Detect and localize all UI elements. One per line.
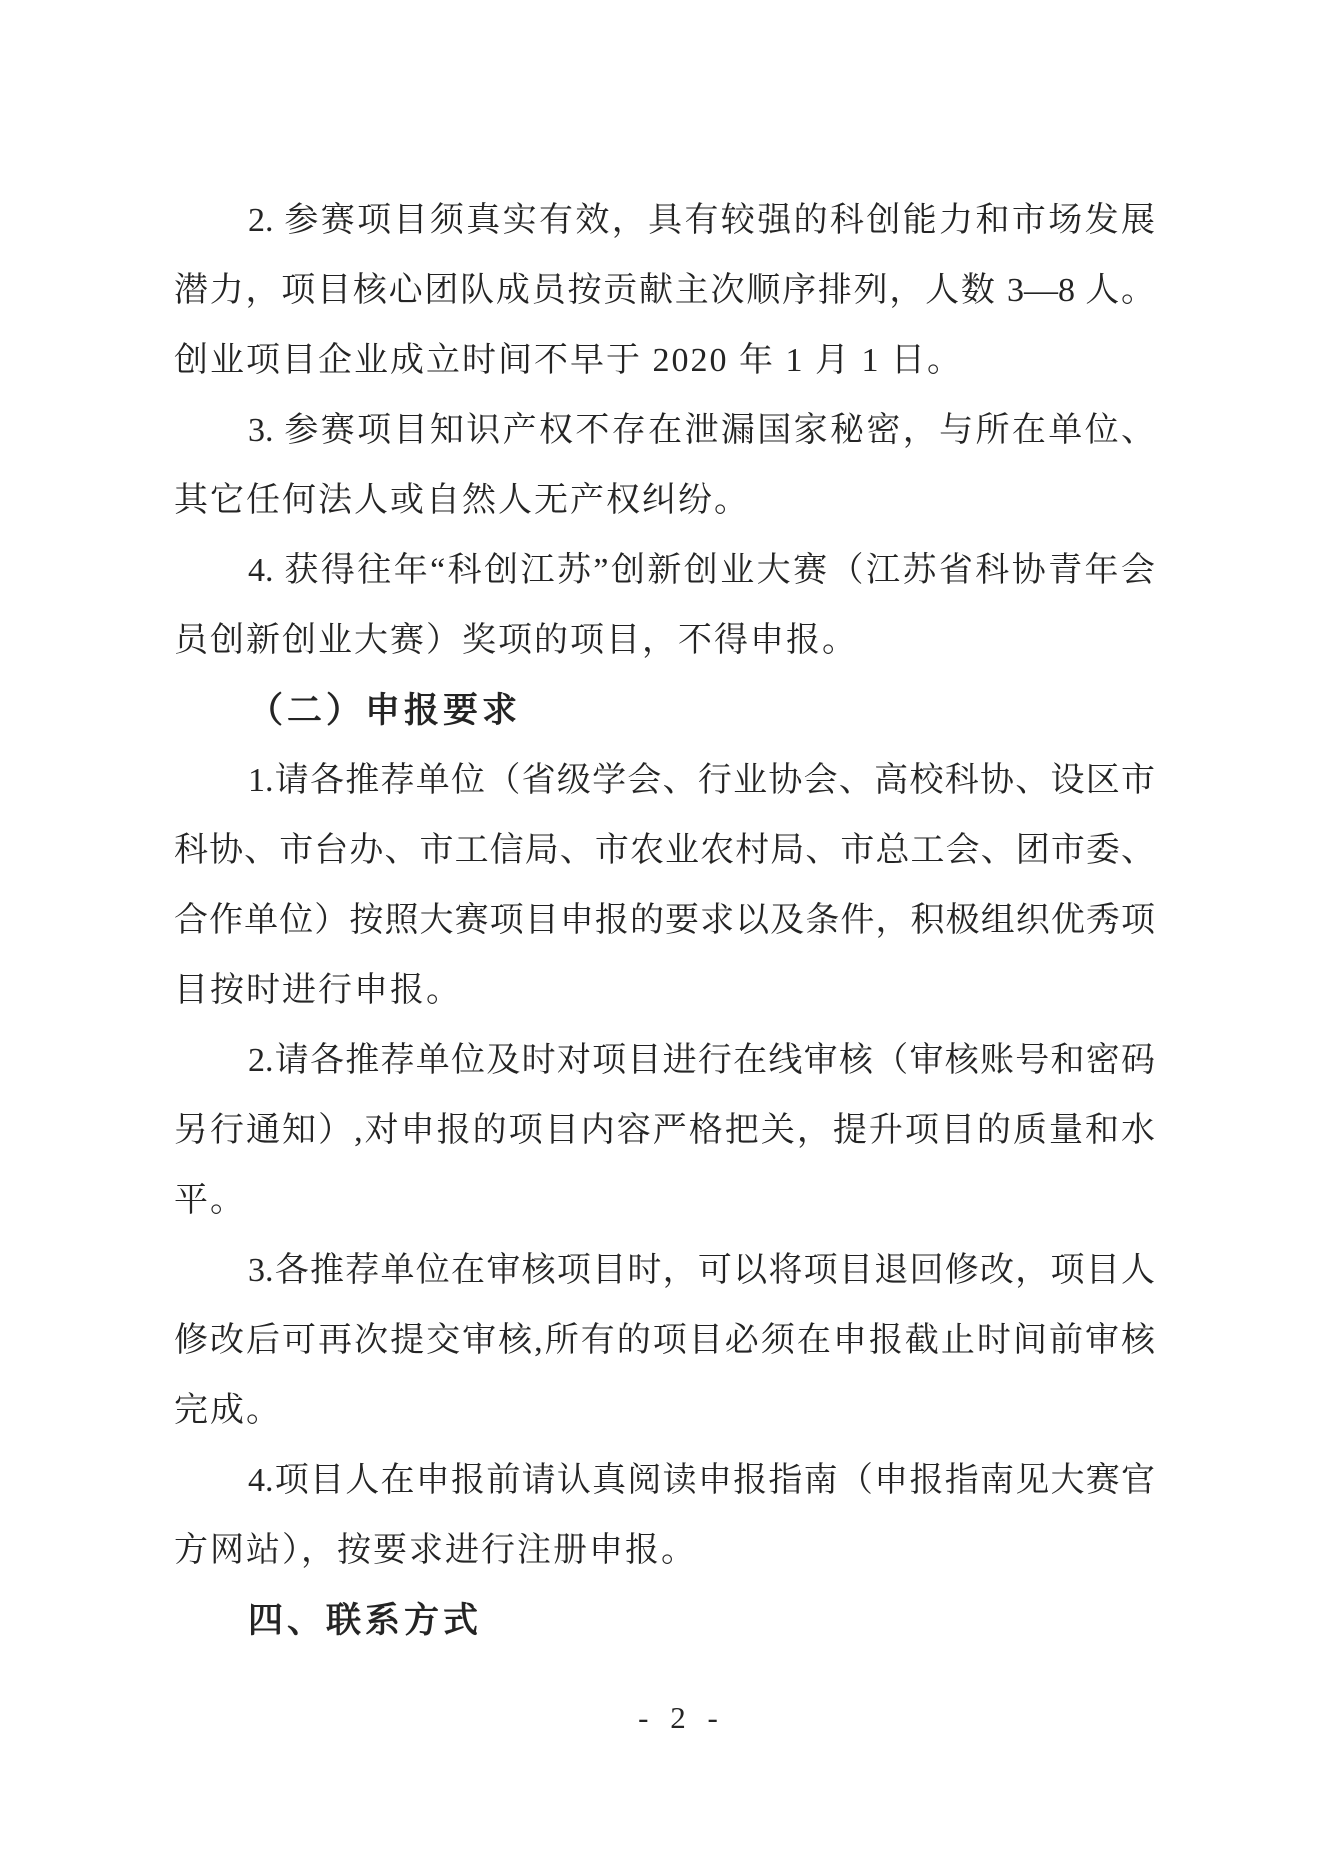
text-line: 4. 获得往年“科创江苏”创新创业大赛（江苏省科协青年会 <box>248 552 1155 589</box>
text-line: 合作单位）按照大赛项目申报的要求以及条件，积极组织优秀项 <box>174 902 1155 939</box>
text-line: 另行通知）,对申报的项目内容严格把关，提升项目的质量和水 <box>174 1112 1155 1149</box>
text-line: 3. 参赛项目知识产权不存在泄漏国家秘密，与所在单位、 <box>248 412 1155 449</box>
text-line: 1.请各推荐单位（省级学会、行业协会、高校科协、设区市 <box>248 762 1155 799</box>
text-line: 科协、市台办、市工信局、市农业农村局、市总工会、团市委、 <box>174 832 1155 869</box>
text-line: 2. 参赛项目须真实有效，具有较强的科创能力和市场发展 <box>248 202 1155 239</box>
page-number: - 2 - <box>638 1700 725 1735</box>
text-line: 4.项目人在申报前请认真阅读申报指南（申报指南见大赛官 <box>248 1462 1155 1499</box>
text-line: 创业项目企业成立时间不早于 2020 年 1 月 1 日。 <box>174 342 963 379</box>
text-line: 完成。 <box>174 1392 282 1429</box>
section-heading-shenbao-yaoqiu: （二）申报要求 <box>248 691 522 730</box>
text-line: 2.请各推荐单位及时对项目进行在线审核（审核账号和密码 <box>248 1042 1155 1079</box>
text-line: 其它任何法人或自然人无产权纠纷。 <box>174 482 750 519</box>
text-line: 平。 <box>174 1182 246 1219</box>
document-body <box>174 186 1155 1656</box>
text-line: 3.各推荐单位在审核项目时，可以将项目退回修改，项目人 <box>248 1252 1155 1289</box>
text-line: 方网站），按要求进行注册申报。 <box>174 1532 697 1569</box>
text-line: 潜力，项目核心团队成员按贡献主次顺序排列，人数 3—8 人。 <box>174 272 1155 309</box>
text-line: 修改后可再次提交审核,所有的项目必须在申报截止时间前审核 <box>174 1322 1155 1359</box>
text-line: 员创新创业大赛）奖项的项目，不得申报。 <box>174 622 858 659</box>
section-heading-lianxi-fangshi: 四、联系方式 <box>248 1601 483 1640</box>
text-line: 目按时进行申报。 <box>174 972 462 1009</box>
